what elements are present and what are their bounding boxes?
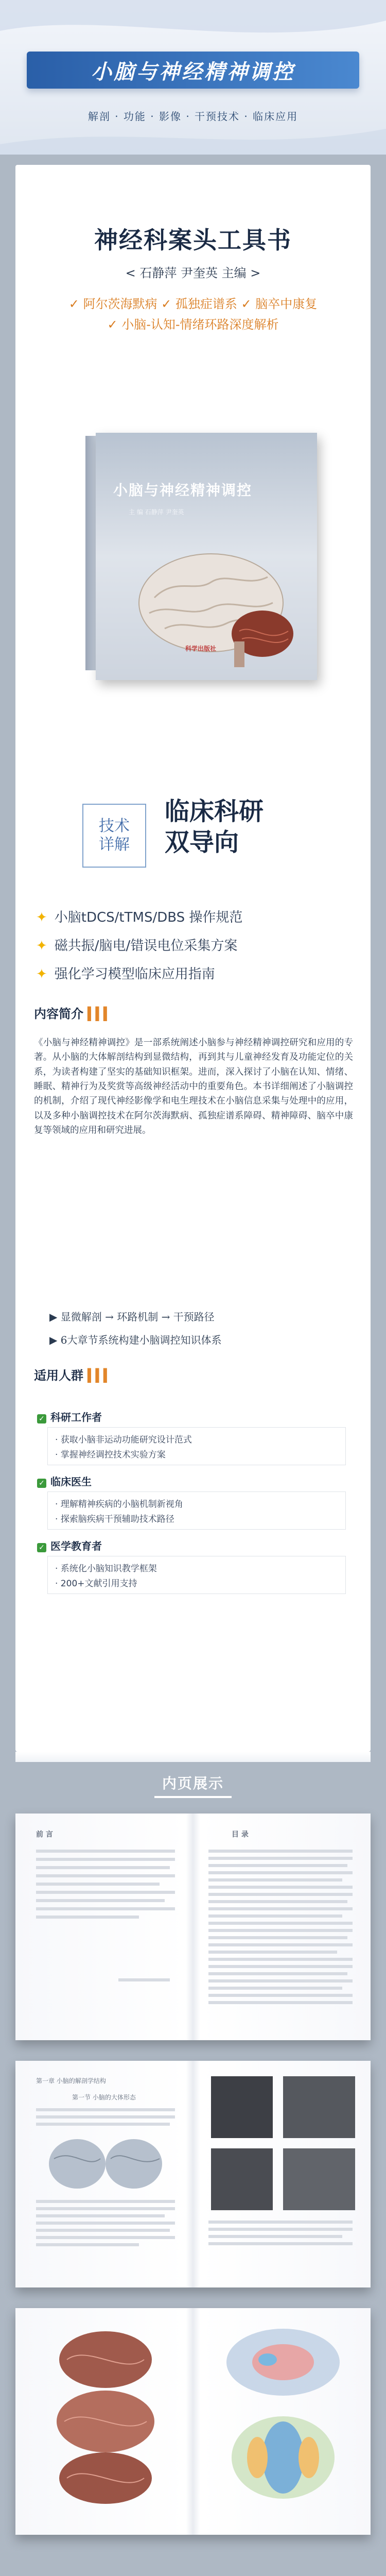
inner-pages-heading: 内页展示: [162, 1775, 224, 1792]
highlight-1-text: 小脑tDCS/tTMS/DBS 操作规范: [54, 910, 243, 925]
chapter-title: 第一章 小脑的解剖学结构: [36, 2077, 106, 2084]
intro-heading-text: 内容简介: [34, 1007, 83, 1021]
brain-illustration: [134, 546, 360, 670]
book-cover-title: 小脑与神经精神调控: [113, 482, 253, 499]
page-heading: 前 言: [36, 1831, 53, 1839]
content-card-bottom: [15, 1752, 371, 1762]
audience-group-1-label: 科研工作者: [50, 1411, 102, 1423]
list-item: · 200+文献引用支持: [55, 1578, 137, 1589]
audience-group-2-label: 临床医生: [50, 1476, 92, 1488]
book-spine: [85, 436, 97, 670]
list-item: · 探索脑疾病干预辅助技术路径: [55, 1514, 174, 1524]
highlight-2: [36, 935, 355, 954]
audience-group-3-label: 医学教育者: [50, 1540, 102, 1552]
tag-headline: [165, 796, 264, 858]
page-heading: 目 录: [232, 1831, 249, 1839]
page-spread-3: [15, 2308, 371, 2535]
check-icon: ✓: [37, 1479, 46, 1488]
audience-group-3-box: [47, 1556, 346, 1594]
check-icon: ✓: [37, 1414, 46, 1423]
list-item: · 掌握神经调控技术实验方案: [55, 1449, 166, 1460]
highlight-3-text: 强化学习模型临床应用指南: [54, 967, 215, 982]
sparkle-icon: ✦: [36, 910, 47, 925]
audience-group-1-title: [37, 1409, 102, 1424]
sparkle-icon: ✦: [36, 967, 47, 982]
series-title: 神经科案头工具书: [94, 226, 292, 254]
feature-line-2: ✓ 小脑-认知-情绪环路深度解析: [107, 317, 279, 332]
cerebellum-colored-diagram: [221, 2406, 345, 2509]
highlight-1: [36, 907, 355, 926]
highlight-3: [36, 963, 355, 982]
cerebellum-diagram: [41, 2133, 170, 2195]
editors-line: < 石静萍 尹奎英 主编 >: [125, 266, 261, 280]
intro-heading: [34, 1004, 111, 1022]
heading-bars-icon: ▍▍▍: [87, 1368, 112, 1383]
tag-technique-line2: 详解: [99, 836, 130, 854]
intro-point-2: ▶ 6大章节系统构建小脑调控知识体系: [49, 1334, 222, 1346]
audience-group-2-box: [47, 1492, 346, 1530]
audience-heading-text: 适用人群: [34, 1368, 83, 1383]
list-item: · 获取小脑非运动功能研究设计范式: [55, 1435, 192, 1445]
cerebellum-sections: [46, 2324, 165, 2509]
intro-point-1: ▶ 显微解剖 → 环路机制 → 干预路径: [49, 1311, 215, 1323]
feature-line-1: ✓ 阿尔茨海默病 ✓ 孤独症谱系 ✓ 脑卒中康复: [68, 297, 318, 311]
audience-group-2-title: [37, 1473, 92, 1488]
tag-technique-line1: 技术: [99, 817, 130, 835]
heading-bars-icon: ▍▍▍: [87, 1007, 112, 1021]
audience-group-1-box: [47, 1427, 346, 1465]
inner-pages-underline: [154, 1796, 232, 1798]
intro-text: 《小脑与神经精神调控》是一部系统阐述小脑参与神经精神调控研究和应用的专著。从小脑的大体解剖结构到显微结构，再到其与儿童神经发育及功能定位的关系，为读者构建了坚实的基础知识框架。进而，深入探讨了小脑在认知、情绪、睡眠、精神行为及奖赏等高级神经活动中的重要角色。本书详细阐述了小脑调控的机制，介绍了现代神经影像学和电生理技术在小脑信息采集与处理中的应用，以及多种小脑调控技术在阿尔茨海默病、孤独症谱系障碍、精神障碍、脑卒中康复等领域的应用和研究进展。: [34, 1038, 353, 1136]
page-spread-2: [15, 2061, 371, 2287]
highlight-2-text: 磁共振/脑电/错误电位采集方案: [54, 938, 238, 954]
book-cover-editors: 主 编 石静萍 尹奎英: [129, 509, 184, 516]
tag-headline-line1: 临床科研: [165, 797, 264, 826]
check-icon: ✓: [37, 1543, 46, 1552]
page-spread-1: [15, 1814, 371, 2040]
sparkle-icon: ✦: [36, 938, 47, 954]
list-item: · 理解精神疾病的小脑机制新视角: [55, 1499, 183, 1510]
audience-group-3-title: [37, 1538, 102, 1553]
brain-mri-colored: [216, 2324, 350, 2401]
audience-heading: [34, 1365, 111, 1383]
tag-headline-line2: 双导向: [165, 828, 239, 857]
book-publisher: 科学出版社: [185, 645, 216, 652]
banner-subtitle: 解剖 · 功能 · 影像 · 干预技术 · 临床应用: [87, 110, 299, 123]
banner-title: 小脑与神经精神调控: [27, 52, 359, 89]
section-title: 第一节 小脑的大体形态: [72, 2094, 136, 2101]
list-item: · 系统化小脑知识教学框架: [55, 1564, 157, 1574]
tag-technique: [82, 804, 146, 868]
